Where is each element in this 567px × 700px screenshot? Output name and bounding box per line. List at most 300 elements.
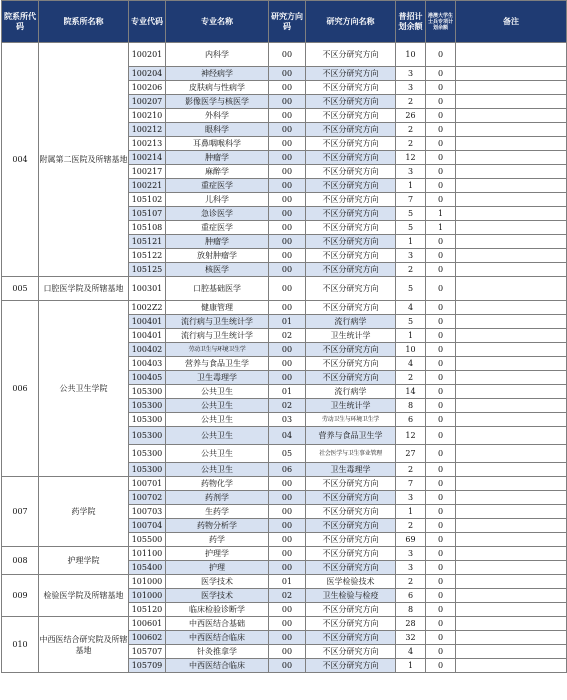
special-quota-cell: 0 xyxy=(426,81,456,95)
quota-cell: 2 xyxy=(396,95,426,109)
college-code-cell: 007 xyxy=(2,477,39,547)
quota-cell: 5 xyxy=(396,315,426,329)
remarks-cell xyxy=(456,221,567,235)
direction-name-cell: 不区分研究方向 xyxy=(306,617,396,631)
major-name-cell: 眼科学 xyxy=(166,123,269,137)
direction-name-cell: 不区分研究方向 xyxy=(306,505,396,519)
direction-name-cell: 不区分研究方向 xyxy=(306,67,396,81)
special-quota-cell: 0 xyxy=(426,357,456,371)
remarks-cell xyxy=(456,371,567,385)
direction-code-cell: 00 xyxy=(269,371,306,385)
header-major-code: 专业代码 xyxy=(129,1,166,43)
direction-name-cell: 不区分研究方向 xyxy=(306,603,396,617)
remarks-cell xyxy=(456,603,567,617)
quota-cell: 69 xyxy=(396,533,426,547)
special-quota-cell: 0 xyxy=(426,631,456,645)
quota-cell: 6 xyxy=(396,589,426,603)
major-name-cell: 口腔基础医学 xyxy=(166,277,269,301)
special-quota-cell: 0 xyxy=(426,193,456,207)
direction-name-cell: 不区分研究方向 xyxy=(306,343,396,357)
table-row xyxy=(2,617,567,631)
major-code-cell: 1002Z2 xyxy=(129,301,166,315)
special-quota-cell: 0 xyxy=(426,617,456,631)
major-code-cell: 105300 xyxy=(129,385,166,399)
direction-code-cell: 00 xyxy=(269,179,306,193)
direction-name-cell: 不区分研究方向 xyxy=(306,561,396,575)
special-quota-cell: 0 xyxy=(426,399,456,413)
remarks-cell xyxy=(456,399,567,413)
major-code-cell: 105300 xyxy=(129,427,166,445)
special-quota-cell: 0 xyxy=(426,603,456,617)
college-code-cell: 004 xyxy=(2,43,39,277)
major-name-cell: 影像医学与核医学 xyxy=(166,95,269,109)
direction-code-cell: 00 xyxy=(269,603,306,617)
quota-cell: 10 xyxy=(396,43,426,67)
major-name-cell: 公共卫生 xyxy=(166,427,269,445)
direction-name-cell: 不区分研究方向 xyxy=(306,301,396,315)
direction-code-cell: 00 xyxy=(269,67,306,81)
major-name-cell: 药学 xyxy=(166,533,269,547)
remarks-cell xyxy=(456,631,567,645)
remarks-cell xyxy=(456,43,567,67)
quota-cell: 5 xyxy=(396,207,426,221)
direction-name-cell: 劳动卫生与环境卫生学 xyxy=(306,413,396,427)
remarks-cell xyxy=(456,659,567,673)
major-code-cell: 100403 xyxy=(129,357,166,371)
direction-name-cell: 不区分研究方向 xyxy=(306,207,396,221)
remarks-cell xyxy=(456,477,567,491)
remarks-cell xyxy=(456,165,567,179)
direction-code-cell: 00 xyxy=(269,533,306,547)
major-name-cell: 中西医结合临床 xyxy=(166,659,269,673)
header-college-name: 院系所名称 xyxy=(39,1,129,43)
direction-name-cell: 医学检验技术 xyxy=(306,575,396,589)
major-code-cell: 100401 xyxy=(129,329,166,343)
major-code-cell: 105107 xyxy=(129,207,166,221)
direction-code-cell: 00 xyxy=(269,137,306,151)
direction-name-cell: 卫生统计学 xyxy=(306,329,396,343)
major-name-cell: 健康管理 xyxy=(166,301,269,315)
major-code-cell: 100217 xyxy=(129,165,166,179)
table-row xyxy=(2,477,567,491)
college-code-cell: 009 xyxy=(2,575,39,617)
remarks-cell xyxy=(456,343,567,357)
direction-name-cell: 不区分研究方向 xyxy=(306,645,396,659)
remarks-cell xyxy=(456,137,567,151)
major-code-cell: 100703 xyxy=(129,505,166,519)
direction-code-cell: 00 xyxy=(269,43,306,67)
direction-name-cell: 不区分研究方向 xyxy=(306,519,396,533)
quota-cell: 2 xyxy=(396,371,426,385)
direction-code-cell: 00 xyxy=(269,477,306,491)
major-name-cell: 麻醉学 xyxy=(166,165,269,179)
major-code-cell: 100405 xyxy=(129,371,166,385)
major-name-cell: 内科学 xyxy=(166,43,269,67)
special-quota-cell: 0 xyxy=(426,519,456,533)
quota-cell: 3 xyxy=(396,81,426,95)
quota-cell: 8 xyxy=(396,603,426,617)
special-quota-cell: 0 xyxy=(426,463,456,477)
major-code-cell: 105500 xyxy=(129,533,166,547)
direction-name-cell: 不区分研究方向 xyxy=(306,179,396,193)
major-code-cell: 100401 xyxy=(129,315,166,329)
major-code-cell: 100201 xyxy=(129,43,166,67)
major-code-cell: 100221 xyxy=(129,179,166,193)
college-name-cell: 附属第二医院及所辖基地 xyxy=(39,43,129,277)
quota-cell: 12 xyxy=(396,151,426,165)
major-name-cell: 流行病与卫生统计学 xyxy=(166,315,269,329)
major-code-cell: 105122 xyxy=(129,249,166,263)
major-name-cell: 皮肤病与性病学 xyxy=(166,81,269,95)
remarks-cell xyxy=(456,589,567,603)
quota-cell: 3 xyxy=(396,165,426,179)
direction-code-cell: 00 xyxy=(269,505,306,519)
major-code-cell: 105300 xyxy=(129,463,166,477)
major-code-cell: 100402 xyxy=(129,343,166,357)
major-code-cell: 105102 xyxy=(129,193,166,207)
direction-name-cell: 不区分研究方向 xyxy=(306,263,396,277)
major-name-cell: 公共卫生 xyxy=(166,385,269,399)
major-name-cell: 针灸推拿学 xyxy=(166,645,269,659)
special-quota-cell: 0 xyxy=(426,277,456,301)
quota-cell: 2 xyxy=(396,123,426,137)
major-name-cell: 药剂学 xyxy=(166,491,269,505)
direction-code-cell: 00 xyxy=(269,109,306,123)
special-quota-cell: 0 xyxy=(426,67,456,81)
table-row xyxy=(2,277,567,301)
header-row xyxy=(2,1,567,43)
quota-cell: 14 xyxy=(396,385,426,399)
special-quota-cell: 0 xyxy=(426,329,456,343)
direction-name-cell: 不区分研究方向 xyxy=(306,491,396,505)
quota-cell: 1 xyxy=(396,505,426,519)
remarks-cell xyxy=(456,427,567,445)
direction-name-cell: 不区分研究方向 xyxy=(306,165,396,179)
remarks-cell xyxy=(456,179,567,193)
major-name-cell: 中西医结合临床 xyxy=(166,631,269,645)
special-quota-cell: 0 xyxy=(426,659,456,673)
direction-code-cell: 00 xyxy=(269,343,306,357)
quota-cell: 8 xyxy=(396,399,426,413)
direction-name-cell: 不区分研究方向 xyxy=(306,235,396,249)
direction-name-cell: 不区分研究方向 xyxy=(306,547,396,561)
major-name-cell: 急诊医学 xyxy=(166,207,269,221)
major-code-cell: 105300 xyxy=(129,399,166,413)
major-code-cell: 105120 xyxy=(129,603,166,617)
special-quota-cell: 0 xyxy=(426,371,456,385)
direction-code-cell: 06 xyxy=(269,463,306,477)
special-quota-cell: 0 xyxy=(426,109,456,123)
remarks-cell xyxy=(456,491,567,505)
direction-code-cell: 00 xyxy=(269,357,306,371)
direction-name-cell: 不区分研究方向 xyxy=(306,659,396,673)
special-quota-cell: 0 xyxy=(426,505,456,519)
major-code-cell: 105121 xyxy=(129,235,166,249)
direction-code-cell: 00 xyxy=(269,95,306,109)
major-code-cell: 100704 xyxy=(129,519,166,533)
direction-code-cell: 00 xyxy=(269,547,306,561)
special-quota-cell: 0 xyxy=(426,491,456,505)
remarks-cell xyxy=(456,123,567,137)
quota-cell: 2 xyxy=(396,263,426,277)
major-name-cell: 药物分析学 xyxy=(166,519,269,533)
direction-name-cell: 不区分研究方向 xyxy=(306,123,396,137)
major-name-cell: 药物化学 xyxy=(166,477,269,491)
remarks-cell xyxy=(456,357,567,371)
college-name-cell: 公共卫生学院 xyxy=(39,301,129,477)
direction-name-cell: 社会医学与卫生事业管理 xyxy=(306,445,396,463)
direction-name-cell: 不区分研究方向 xyxy=(306,371,396,385)
remarks-cell xyxy=(456,301,567,315)
quota-cell: 28 xyxy=(396,617,426,631)
special-quota-cell: 0 xyxy=(426,589,456,603)
college-code-cell: 006 xyxy=(2,301,39,477)
special-quota-cell: 0 xyxy=(426,427,456,445)
quota-cell: 10 xyxy=(396,343,426,357)
quota-cell: 3 xyxy=(396,249,426,263)
remarks-cell xyxy=(456,207,567,221)
special-quota-cell: 0 xyxy=(426,123,456,137)
direction-name-cell: 不区分研究方向 xyxy=(306,357,396,371)
remarks-cell xyxy=(456,193,567,207)
major-code-cell: 100701 xyxy=(129,477,166,491)
remarks-cell xyxy=(456,109,567,123)
quota-cell: 4 xyxy=(396,357,426,371)
remarks-cell xyxy=(456,533,567,547)
major-name-cell: 放射肿瘤学 xyxy=(166,249,269,263)
major-name-cell: 中西医结合基础 xyxy=(166,617,269,631)
quota-cell: 1 xyxy=(396,659,426,673)
college-name-cell: 药学院 xyxy=(39,477,129,547)
special-quota-cell: 0 xyxy=(426,343,456,357)
special-quota-cell: 0 xyxy=(426,179,456,193)
header-direction-code: 研究方向码 xyxy=(269,1,306,43)
quota-cell: 5 xyxy=(396,221,426,235)
major-name-cell: 肿瘤学 xyxy=(166,235,269,249)
major-name-cell: 耳鼻咽喉科学 xyxy=(166,137,269,151)
major-name-cell: 护理 xyxy=(166,561,269,575)
major-name-cell: 重症医学 xyxy=(166,221,269,235)
special-quota-cell: 0 xyxy=(426,263,456,277)
major-code-cell: 105125 xyxy=(129,263,166,277)
major-code-cell: 101000 xyxy=(129,589,166,603)
direction-name-cell: 不区分研究方向 xyxy=(306,137,396,151)
special-quota-cell: 0 xyxy=(426,445,456,463)
direction-code-cell: 00 xyxy=(269,123,306,137)
major-name-cell: 儿科学 xyxy=(166,193,269,207)
quota-cell: 7 xyxy=(396,477,426,491)
table-row xyxy=(2,301,567,315)
major-code-cell: 100602 xyxy=(129,631,166,645)
direction-code-cell: 00 xyxy=(269,235,306,249)
direction-name-cell: 不区分研究方向 xyxy=(306,631,396,645)
remarks-cell xyxy=(456,315,567,329)
major-name-cell: 重症医学 xyxy=(166,179,269,193)
direction-code-cell: 00 xyxy=(269,263,306,277)
direction-name-cell: 不区分研究方向 xyxy=(306,277,396,301)
remarks-cell xyxy=(456,617,567,631)
special-quota-cell: 0 xyxy=(426,249,456,263)
quota-cell: 5 xyxy=(396,277,426,301)
college-name-cell: 检验医学院及所辖基地 xyxy=(39,575,129,617)
college-code-cell: 010 xyxy=(2,617,39,673)
quota-cell: 32 xyxy=(396,631,426,645)
special-quota-cell: 0 xyxy=(426,645,456,659)
major-code-cell: 100206 xyxy=(129,81,166,95)
direction-name-cell: 营养与食品卫生学 xyxy=(306,427,396,445)
major-code-cell: 105300 xyxy=(129,445,166,463)
quota-cell: 3 xyxy=(396,547,426,561)
special-quota-cell: 0 xyxy=(426,575,456,589)
direction-code-cell: 00 xyxy=(269,617,306,631)
major-code-cell: 101100 xyxy=(129,547,166,561)
direction-code-cell: 02 xyxy=(269,589,306,603)
direction-code-cell: 00 xyxy=(269,207,306,221)
direction-code-cell: 00 xyxy=(269,491,306,505)
special-quota-cell: 1 xyxy=(426,221,456,235)
major-code-cell: 100212 xyxy=(129,123,166,137)
direction-code-cell: 02 xyxy=(269,399,306,413)
direction-name-cell: 不区分研究方向 xyxy=(306,43,396,67)
direction-code-cell: 00 xyxy=(269,277,306,301)
major-code-cell: 105400 xyxy=(129,561,166,575)
special-quota-cell: 0 xyxy=(426,235,456,249)
quota-cell: 1 xyxy=(396,179,426,193)
header-special-quota: 港澳大学生士兵专项计划余额 xyxy=(426,1,456,43)
direction-code-cell: 00 xyxy=(269,645,306,659)
quota-cell: 3 xyxy=(396,67,426,81)
table-row xyxy=(2,43,567,67)
major-code-cell: 105707 xyxy=(129,645,166,659)
remarks-cell xyxy=(456,151,567,165)
quota-cell: 2 xyxy=(396,463,426,477)
quota-cell: 3 xyxy=(396,491,426,505)
direction-name-cell: 不区分研究方向 xyxy=(306,95,396,109)
header-quota: 普招计划余额 xyxy=(396,1,426,43)
college-name-cell: 中西医结合研究院及所辖基地 xyxy=(39,617,129,673)
quota-cell: 2 xyxy=(396,575,426,589)
college-name-cell: 护理学院 xyxy=(39,547,129,575)
remarks-cell xyxy=(456,413,567,427)
direction-code-cell: 00 xyxy=(269,193,306,207)
special-quota-cell: 0 xyxy=(426,43,456,67)
quota-cell: 3 xyxy=(396,561,426,575)
remarks-cell xyxy=(456,463,567,477)
direction-name-cell: 不区分研究方向 xyxy=(306,193,396,207)
remarks-cell xyxy=(456,263,567,277)
direction-code-cell: 01 xyxy=(269,575,306,589)
major-name-cell: 公共卫生 xyxy=(166,463,269,477)
remarks-cell xyxy=(456,575,567,589)
direction-name-cell: 不区分研究方向 xyxy=(306,249,396,263)
special-quota-cell: 0 xyxy=(426,165,456,179)
direction-code-cell: 00 xyxy=(269,81,306,95)
major-name-cell: 核医学 xyxy=(166,263,269,277)
major-name-cell: 公共卫生 xyxy=(166,413,269,427)
special-quota-cell: 0 xyxy=(426,561,456,575)
remarks-cell xyxy=(456,235,567,249)
major-name-cell: 生药学 xyxy=(166,505,269,519)
direction-name-cell: 不区分研究方向 xyxy=(306,81,396,95)
special-quota-cell: 0 xyxy=(426,95,456,109)
remarks-cell xyxy=(456,519,567,533)
remarks-cell xyxy=(456,645,567,659)
direction-code-cell: 05 xyxy=(269,445,306,463)
quota-cell: 12 xyxy=(396,427,426,445)
major-name-cell: 营养与食品卫生学 xyxy=(166,357,269,371)
major-name-cell: 神经病学 xyxy=(166,67,269,81)
direction-code-cell: 04 xyxy=(269,427,306,445)
header-remarks: 备注 xyxy=(456,1,567,43)
quota-cell: 4 xyxy=(396,645,426,659)
quota-cell: 2 xyxy=(396,137,426,151)
quota-cell: 26 xyxy=(396,109,426,123)
remarks-cell xyxy=(456,445,567,463)
major-name-cell: 公共卫生 xyxy=(166,399,269,413)
remarks-cell xyxy=(456,277,567,301)
special-quota-cell: 0 xyxy=(426,547,456,561)
table-body xyxy=(2,43,567,673)
major-name-cell: 劳动卫生与环境卫生学 xyxy=(166,343,269,357)
direction-code-cell: 01 xyxy=(269,385,306,399)
direction-name-cell: 卫生统计学 xyxy=(306,399,396,413)
major-name-cell: 护理学 xyxy=(166,547,269,561)
major-code-cell: 100702 xyxy=(129,491,166,505)
table-row xyxy=(2,547,567,561)
quota-cell: 7 xyxy=(396,193,426,207)
direction-code-cell: 00 xyxy=(269,561,306,575)
direction-name-cell: 不区分研究方向 xyxy=(306,221,396,235)
special-quota-cell: 0 xyxy=(426,301,456,315)
major-code-cell: 100204 xyxy=(129,67,166,81)
major-code-cell: 105300 xyxy=(129,413,166,427)
remarks-cell xyxy=(456,505,567,519)
major-code-cell: 101000 xyxy=(129,575,166,589)
major-code-cell: 100301 xyxy=(129,277,166,301)
college-code-cell: 005 xyxy=(2,277,39,301)
remarks-cell xyxy=(456,249,567,263)
direction-name-cell: 不区分研究方向 xyxy=(306,533,396,547)
major-name-cell: 流行病与卫生统计学 xyxy=(166,329,269,343)
quota-cell: 2 xyxy=(396,519,426,533)
quota-cell: 4 xyxy=(396,301,426,315)
major-code-cell: 100601 xyxy=(129,617,166,631)
direction-code-cell: 00 xyxy=(269,631,306,645)
special-quota-cell: 1 xyxy=(426,207,456,221)
major-code-cell: 100213 xyxy=(129,137,166,151)
header-college-code: 院系所代码 xyxy=(2,1,39,43)
major-code-cell: 100214 xyxy=(129,151,166,165)
direction-code-cell: 00 xyxy=(269,151,306,165)
remarks-cell xyxy=(456,81,567,95)
direction-code-cell: 03 xyxy=(269,413,306,427)
direction-code-cell: 00 xyxy=(269,519,306,533)
header-major-name: 专业名称 xyxy=(166,1,269,43)
direction-code-cell: 00 xyxy=(269,249,306,263)
direction-name-cell: 不区分研究方向 xyxy=(306,151,396,165)
college-name-cell: 口腔医学院及所辖基地 xyxy=(39,277,129,301)
special-quota-cell: 0 xyxy=(426,151,456,165)
quota-cell: 6 xyxy=(396,413,426,427)
remarks-cell xyxy=(456,95,567,109)
direction-code-cell: 01 xyxy=(269,315,306,329)
major-code-cell: 100207 xyxy=(129,95,166,109)
special-quota-cell: 0 xyxy=(426,533,456,547)
major-name-cell: 医学技术 xyxy=(166,575,269,589)
major-name-cell: 医学技术 xyxy=(166,589,269,603)
direction-code-cell: 00 xyxy=(269,659,306,673)
direction-code-cell: 02 xyxy=(269,329,306,343)
